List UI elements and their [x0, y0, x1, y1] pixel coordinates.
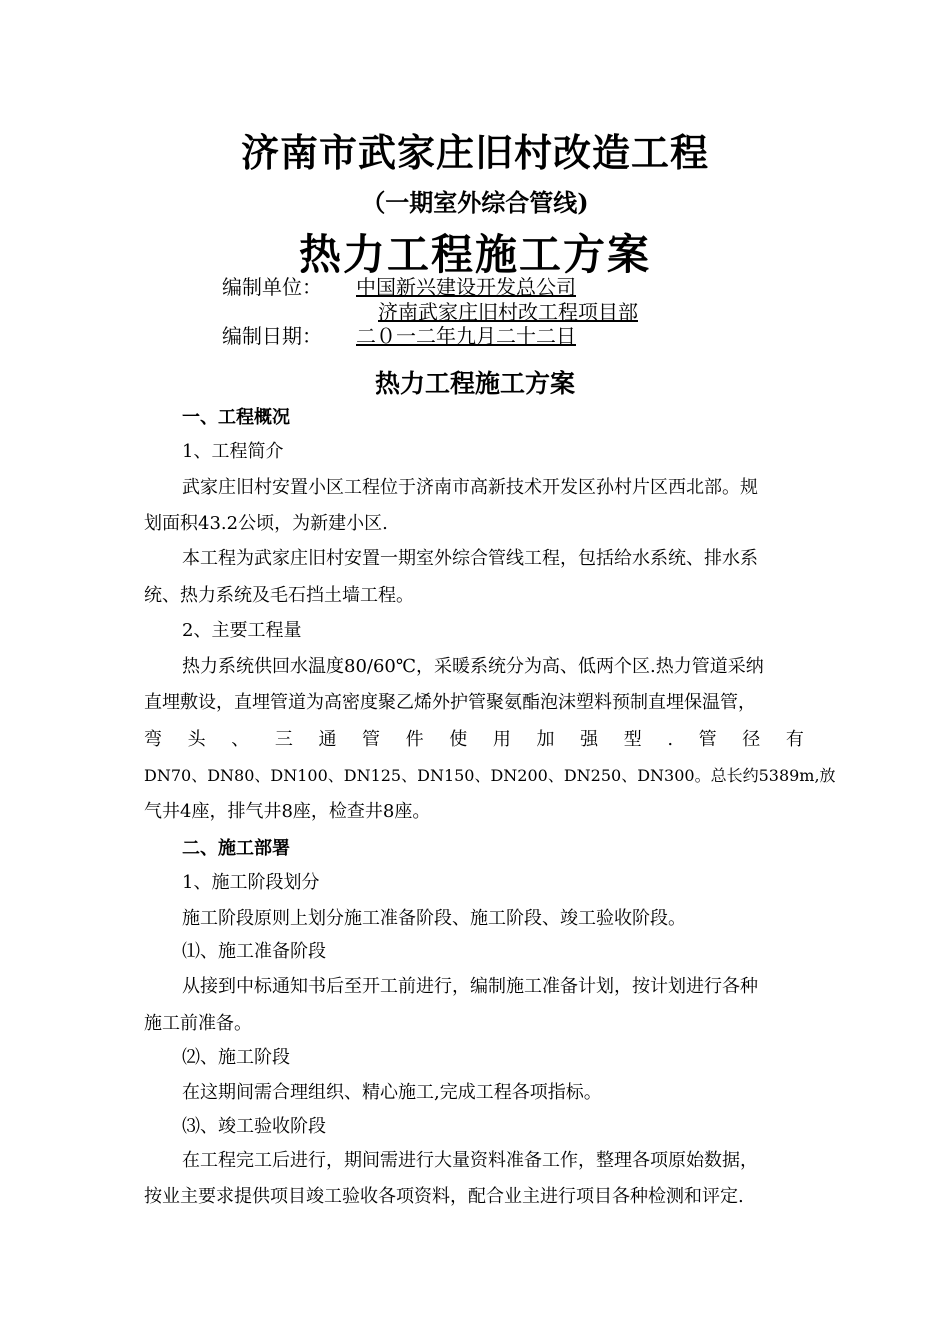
- justified-token: 型: [623, 729, 642, 750]
- paragraph-line: 在这期间需合理组织、精心施工,完成工程各项指标。: [182, 1082, 602, 1103]
- paragraph-line: 施工前准备。: [144, 1013, 252, 1034]
- paragraph-line: DN70、DN80、DN100、DN125、DN150、DN200、DN250、DN300。总长约5389m,放: [144, 766, 836, 785]
- subsection-title: 1、工程简介: [182, 441, 284, 462]
- justified-token: 、: [231, 729, 250, 750]
- section-heading: 热力工程施工方案: [374, 369, 575, 398]
- justified-token: 使: [449, 729, 468, 750]
- paragraph-line: 统、热力系统及毛石挡土墙工程。: [144, 585, 414, 606]
- paragraph-line: 武家庄旧村安置小区工程位于济南市高新技术开发区孙村片区西北部。规: [182, 477, 758, 498]
- subsection-title: ⑴、施工准备阶段: [182, 941, 326, 962]
- paragraph-line: 气井4座，排气井8座，检查井8座。: [144, 801, 431, 822]
- paragraph-line: 按业主要求提供项目竣工验收各项资料，配合业主进行项目各种检测和评定.: [144, 1186, 744, 1207]
- subsection-title: ⑶、竣工验收阶段: [182, 1116, 326, 1137]
- justified-line: [144, 729, 804, 751]
- justified-token: 头: [187, 729, 206, 750]
- paragraph-line: 本工程为武家庄旧村安置一期室外综合管线工程，包括给水系统、排水系: [182, 548, 758, 569]
- subsection-title: ⑵、施工阶段: [182, 1047, 290, 1068]
- justified-token: 通: [318, 729, 337, 750]
- paragraph-line: 施工阶段原则上划分施工准备阶段、施工阶段、竣工验收阶段。: [182, 908, 686, 929]
- cover-title-sub: （一期室外综合管线): [361, 188, 589, 217]
- justified-token: 管: [362, 729, 381, 750]
- date-label: 编制日期：: [222, 324, 322, 348]
- subsection-title: 2、主要工程量: [182, 620, 302, 641]
- unit-line-1: 中国新兴建设开发总公司: [356, 275, 576, 299]
- cover-title-plan: 热力工程施工方案: [298, 230, 651, 279]
- paragraph-line: 从接到中标通知书后至开工前进行，编制施工准备计划，按计划进行各种: [182, 976, 758, 997]
- subsection-title: 1、施工阶段划分: [182, 872, 320, 893]
- paragraph-line: 热力系统供回水温度80/60℃，采暖系统分为高、低两个区.热力管道采纳: [182, 656, 764, 677]
- justified-token: 加: [536, 729, 555, 750]
- cover-title-main: 济南市武家庄旧村改造工程: [240, 130, 709, 175]
- unit-line-2: 济南武家庄旧村改工程项目部: [378, 300, 638, 324]
- justified-token: 弯: [144, 729, 162, 750]
- paragraph-line: 划面积43.2公顷，为新建小区.: [144, 513, 388, 534]
- justified-token: 强: [580, 729, 599, 750]
- justified-token: 用: [492, 729, 511, 750]
- justified-token: 件: [405, 729, 424, 750]
- justified-token: 三: [274, 729, 293, 750]
- unit-label: 编制单位：: [222, 275, 322, 299]
- justified-token: 管: [698, 729, 717, 750]
- justified-token: 有: [785, 729, 804, 750]
- paragraph-line: 直埋敷设，直埋管道为高密度聚乙烯外护管聚氨酯泡沫塑料预制直埋保温管，: [144, 692, 756, 713]
- justified-token: .: [667, 729, 674, 750]
- section-title: 二、施工部署: [182, 838, 290, 859]
- paragraph-line: 在工程完工后进行，期间需进行大量资料准备工作，整理各项原始数据，: [182, 1150, 758, 1171]
- section-title: 一、工程概况: [182, 407, 290, 428]
- justified-token: 径: [742, 729, 761, 750]
- date-value: 二０一二年九月二十二日: [356, 324, 576, 348]
